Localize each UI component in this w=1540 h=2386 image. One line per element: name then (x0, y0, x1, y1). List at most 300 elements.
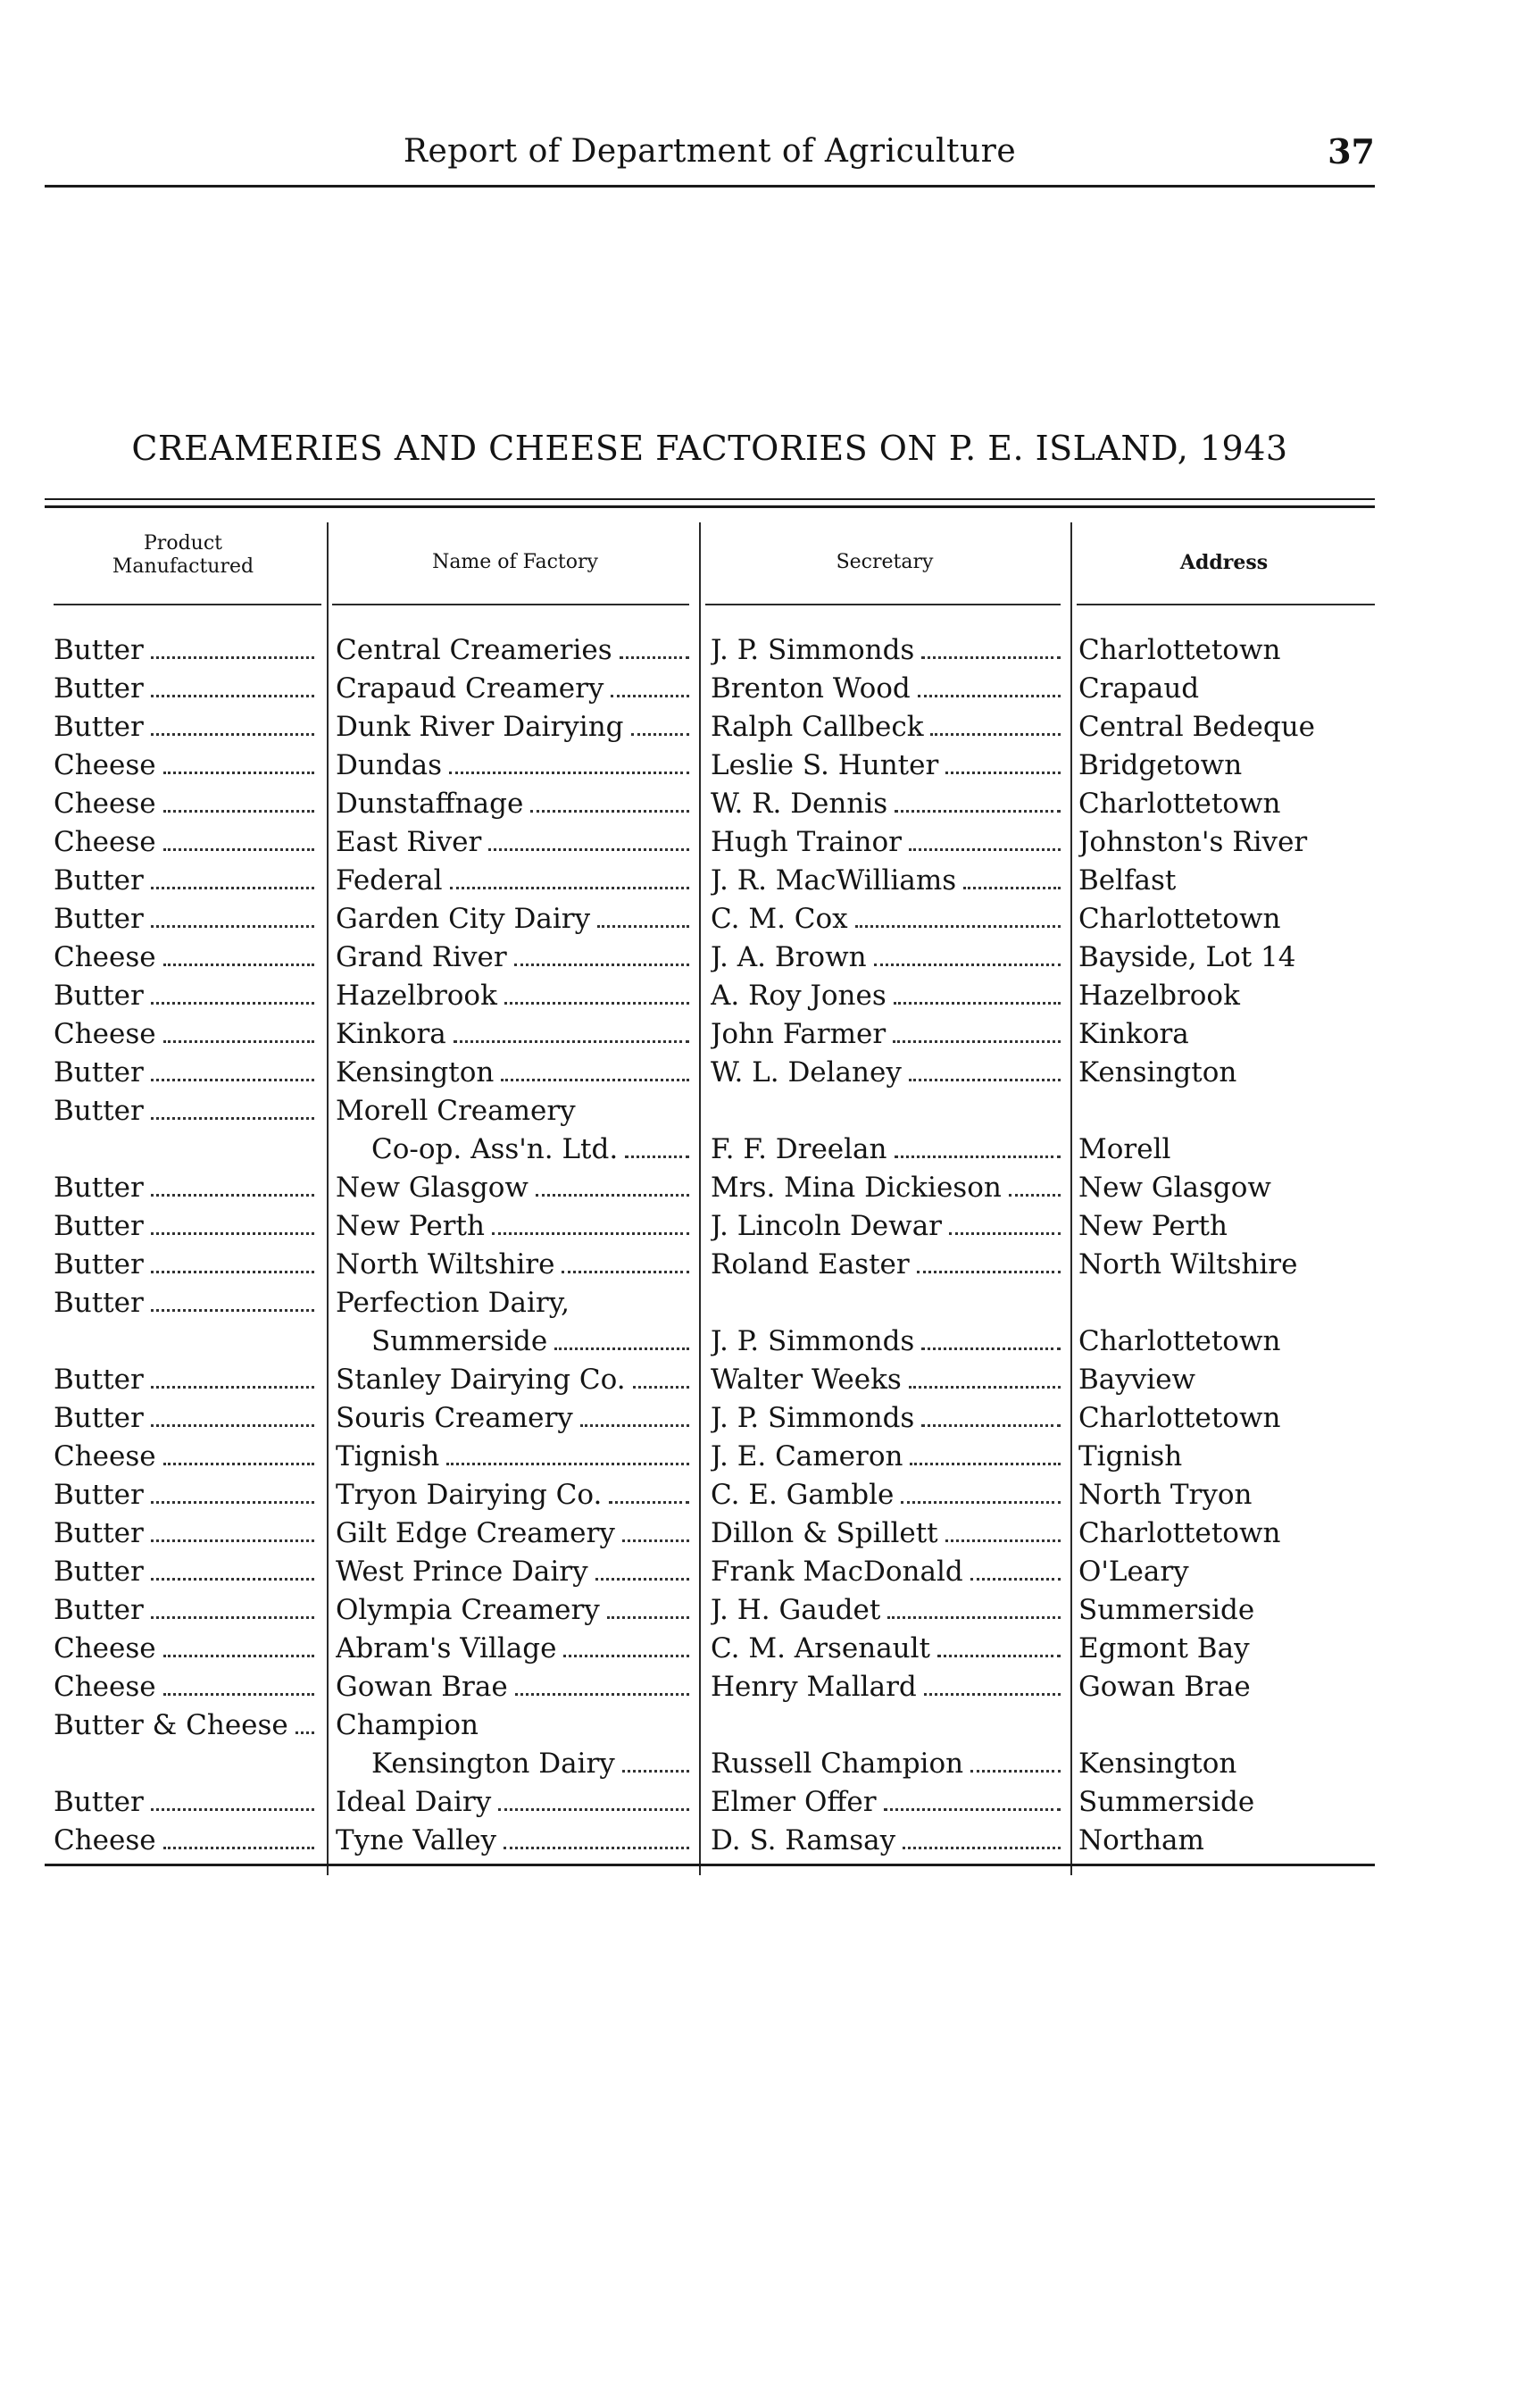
factory-text: Abram's Village (336, 1632, 557, 1664)
dot-leader (887, 1616, 1061, 1619)
cell-product (54, 1361, 320, 1398)
dot-leader (454, 1040, 689, 1043)
factory-text: Hazelbrook (336, 980, 497, 1012)
cell-factory (336, 1591, 695, 1629)
secretary-text: Henry Mallard (711, 1671, 917, 1703)
product-text: Butter (54, 1479, 144, 1511)
dot-leader (151, 1808, 314, 1811)
cell-address (1078, 862, 1375, 899)
secretary-text: J. H. Gaudet (711, 1594, 881, 1626)
address-text: Bridgetown (1078, 749, 1243, 781)
cell-factory (336, 1438, 695, 1475)
cell-factory (336, 1706, 695, 1744)
secretary-text: J. P. Simmonds (711, 1402, 915, 1434)
address-text: Charlottetown (1078, 1402, 1281, 1434)
dot-leader (151, 1079, 314, 1081)
dot-leader (562, 1271, 689, 1273)
product-text: Cheese (54, 1440, 156, 1472)
dot-leader (514, 964, 689, 966)
product-text: Butter (54, 672, 144, 705)
factory-continued-text: Summerside (371, 1325, 548, 1357)
running-head (45, 129, 1375, 183)
cell-secretary (711, 1399, 1066, 1437)
factory-text: Tyne Valley (336, 1824, 497, 1856)
cell-factory (336, 1783, 695, 1821)
dot-leader (504, 1847, 689, 1849)
dot-leader (151, 1194, 314, 1197)
factory-text: West Prince Dairy (336, 1556, 588, 1588)
secretary-text: J. R. MacWilliams (711, 864, 957, 897)
cell-secretary (711, 862, 1066, 899)
cell-secretary (711, 1169, 1066, 1206)
cell-factory (336, 1668, 695, 1706)
address-text: Charlottetown (1078, 903, 1281, 935)
address-text: Egmont Bay (1078, 1632, 1250, 1664)
cell-secretary (711, 785, 1066, 822)
cell-product (54, 900, 320, 938)
cell-address (1078, 1514, 1375, 1552)
address-text: Charlottetown (1078, 1325, 1281, 1357)
header-underline-factory (332, 604, 689, 605)
dot-leader (151, 1616, 314, 1619)
cell-secretary (711, 1822, 1066, 1859)
product-text: Cheese (54, 826, 156, 858)
secretary-text: W. R. Dennis (711, 788, 888, 820)
factory-text: Souris Creamery (336, 1402, 573, 1434)
cell-factory (336, 939, 695, 976)
cell-address (1078, 1169, 1375, 1206)
cell-secretary (711, 1361, 1066, 1398)
running-title: Report of Department of Agriculture (403, 133, 1017, 170)
dot-leader (163, 1693, 314, 1696)
dot-leader (921, 1347, 1061, 1350)
cell-factory (336, 1015, 695, 1053)
address-text: Northam (1078, 1824, 1204, 1856)
factory-text: Ideal Dairy (336, 1786, 492, 1818)
product-text: Butter (54, 1402, 144, 1434)
address-text: Charlottetown (1078, 1517, 1281, 1549)
cell-address (1078, 1361, 1375, 1398)
dot-leader (949, 1232, 1061, 1235)
product-text: Cheese (54, 1824, 156, 1856)
cell-product (54, 1284, 320, 1322)
header-product-line1: Product (144, 532, 222, 555)
cell-address (1078, 708, 1375, 746)
dot-leader (498, 1808, 689, 1811)
cell-factory (336, 1169, 695, 1206)
cell-address (1078, 1783, 1375, 1821)
address-text: Charlottetown (1078, 788, 1281, 820)
cell-factory (336, 1207, 695, 1245)
dot-leader (296, 1731, 314, 1734)
secretary-text: Walter Weeks (711, 1364, 902, 1396)
cell-address (1078, 1207, 1375, 1245)
dot-leader (163, 848, 314, 851)
product-text: Butter (54, 1786, 144, 1818)
factory-text: Crapaud Creamery (336, 672, 604, 705)
cell-product (54, 708, 320, 746)
cell-address (1078, 1553, 1375, 1590)
product-text: Butter (54, 980, 144, 1012)
cell-secretary (711, 1514, 1066, 1552)
cell-address (1078, 1591, 1375, 1629)
cell-secretary (711, 747, 1066, 784)
address-text: Central Bedeque (1078, 711, 1316, 743)
dot-leader (163, 772, 314, 774)
address-text: Belfast (1078, 864, 1177, 897)
cell-secretary (711, 631, 1066, 669)
cell-secretary (711, 708, 1066, 746)
dot-leader (163, 1463, 314, 1465)
address-text: Summerside (1078, 1594, 1255, 1626)
product-text: Cheese (54, 788, 156, 820)
dot-leader (151, 887, 314, 889)
factory-text: Morell Creamery (336, 1095, 576, 1127)
page-title: CREAMERIES AND CHEESE FACTORIES ON P. E. ISLAND, 1943 (131, 429, 1288, 468)
factory-text: New Glasgow (336, 1172, 529, 1204)
secretary-text: Brenton Wood (711, 672, 911, 705)
column-divider-3 (1070, 522, 1072, 1875)
cell-address (1078, 1822, 1375, 1859)
dot-leader (917, 1271, 1061, 1273)
address-text: Hazelbrook (1078, 980, 1240, 1012)
address-text: O'Leary (1078, 1556, 1189, 1588)
cell-factory (336, 823, 695, 861)
secretary-text: W. L. Delaney (711, 1056, 902, 1089)
secretary-text: J. E. Cameron (711, 1440, 903, 1472)
dot-leader (597, 925, 689, 928)
cell-factory (336, 1476, 695, 1514)
dot-leader (622, 1770, 689, 1773)
product-text: Butter (54, 1248, 144, 1281)
dot-leader (151, 1309, 314, 1312)
cell-secretary (711, 977, 1066, 1014)
cell-factory (336, 1246, 695, 1283)
cell-product (54, 977, 320, 1014)
cell-address (1078, 631, 1375, 669)
address-text: Crapaud (1078, 672, 1200, 705)
cell-secretary (711, 1322, 1066, 1360)
cell-product (54, 1092, 320, 1130)
dot-leader (151, 695, 314, 697)
secretary-text: J. P. Simmonds (711, 1325, 915, 1357)
dot-leader (151, 1578, 314, 1581)
product-text: Butter (54, 1210, 144, 1242)
dot-leader (1009, 1194, 1061, 1197)
cell-secretary (711, 1591, 1066, 1629)
cell-address (1078, 785, 1375, 822)
cell-secretary (711, 900, 1066, 938)
cell-secretary (711, 1630, 1066, 1667)
address-text: New Glasgow (1078, 1172, 1271, 1204)
cell-address (1078, 939, 1375, 976)
dot-leader (884, 1808, 1061, 1811)
address-text: Bayside, Lot 14 (1078, 941, 1296, 973)
column-divider-1 (327, 522, 329, 1875)
dot-leader (945, 772, 1061, 774)
dot-leader (151, 1386, 314, 1389)
product-text: Cheese (54, 1632, 156, 1664)
product-text: Butter (54, 1556, 144, 1588)
dot-leader (151, 656, 314, 659)
cell-address (1078, 823, 1375, 861)
cell-factory-continued (371, 1745, 695, 1782)
dot-leader (607, 1616, 689, 1619)
dot-leader (151, 1232, 314, 1235)
factory-text: Dunstaffnage (336, 788, 524, 820)
product-text: Butter (54, 864, 144, 897)
address-text: Kensington (1078, 1748, 1237, 1780)
dot-leader (631, 733, 689, 736)
factory-text: Olympia Creamery (336, 1594, 600, 1626)
cell-factory (336, 785, 695, 822)
cell-address (1078, 977, 1375, 1014)
cell-factory (336, 708, 695, 746)
address-text: Kinkora (1078, 1018, 1189, 1050)
dot-leader (163, 964, 314, 966)
cell-product (54, 1591, 320, 1629)
cell-factory (336, 1284, 695, 1322)
table-bottom-rule (45, 1864, 1375, 1866)
cell-factory (336, 747, 695, 784)
cell-factory (336, 862, 695, 899)
header-underline-address (1077, 604, 1375, 605)
cell-secretary (711, 670, 1066, 707)
factory-text: North Wiltshire (336, 1248, 555, 1281)
dot-leader (963, 887, 1061, 889)
dot-leader (488, 848, 689, 851)
dot-leader (910, 1463, 1061, 1465)
cell-address (1078, 670, 1375, 707)
dot-leader (620, 656, 689, 659)
cell-product (54, 1054, 320, 1091)
cell-factory-continued (371, 1130, 695, 1168)
cell-product (54, 1246, 320, 1283)
secretary-text: Elmer Offer (711, 1786, 877, 1818)
dot-leader (909, 1386, 1061, 1389)
address-text: Morell (1078, 1133, 1171, 1165)
cell-secretary (711, 1246, 1066, 1283)
cell-factory (336, 1054, 695, 1091)
product-text: Butter (54, 1172, 144, 1204)
cell-secretary (711, 1054, 1066, 1091)
dot-leader (894, 1002, 1061, 1005)
dot-leader (924, 1693, 1061, 1696)
cell-product (54, 823, 320, 861)
cell-address (1078, 1630, 1375, 1667)
factory-text: Gowan Brae (336, 1671, 508, 1703)
table-top-rule-1 (45, 498, 1375, 500)
cell-address (1078, 1668, 1375, 1706)
dot-leader (580, 1424, 689, 1427)
address-text: Charlottetown (1078, 634, 1281, 666)
product-text: Cheese (54, 749, 156, 781)
product-text: Cheese (54, 1018, 156, 1050)
cell-product (54, 1630, 320, 1667)
factory-text: Tryon Dairying Co. (336, 1479, 603, 1511)
dot-leader (163, 1655, 314, 1657)
factory-text: New Perth (336, 1210, 485, 1242)
cell-product (54, 1668, 320, 1706)
factory-continued-text: Co-op. Ass'n. Ltd. (371, 1133, 619, 1165)
product-text: Butter (54, 1056, 144, 1089)
cell-factory (336, 977, 695, 1014)
cell-product (54, 1438, 320, 1475)
secretary-text: D. S. Ramsay (711, 1824, 896, 1856)
cell-product (54, 1476, 320, 1514)
cell-product (54, 1015, 320, 1053)
factory-text: Garden City Dairy (336, 903, 591, 935)
secretary-text: Mrs. Mina Dickieson (711, 1172, 1002, 1204)
factory-text: Gilt Edge Creamery (336, 1517, 615, 1549)
cell-product (54, 1553, 320, 1590)
cell-secretary (711, 1476, 1066, 1514)
product-text: Butter (54, 903, 144, 935)
secretary-text: Russell Champion (711, 1748, 964, 1780)
cell-factory (336, 1630, 695, 1667)
factory-text: Stanley Dairying Co. (336, 1364, 626, 1396)
dot-leader (633, 1386, 689, 1389)
header-factory: Name of Factory (432, 551, 598, 573)
dot-leader (151, 1539, 314, 1542)
cell-address (1078, 1438, 1375, 1475)
cell-address (1078, 1476, 1375, 1514)
cell-product (54, 1399, 320, 1437)
dot-leader (492, 1232, 689, 1235)
column-divider-2 (699, 522, 701, 1875)
cell-factory (336, 1553, 695, 1590)
dot-leader (625, 1155, 689, 1158)
factory-text: Tignish (336, 1440, 440, 1472)
cell-factory (336, 1514, 695, 1552)
cell-address (1078, 747, 1375, 784)
dot-leader (970, 1770, 1061, 1773)
product-text: Butter (54, 711, 144, 743)
secretary-text: F. F. Dreelan (711, 1133, 887, 1165)
cell-product (54, 1783, 320, 1821)
dot-leader (893, 1040, 1061, 1043)
dot-leader (921, 656, 1061, 659)
address-text: North Wiltshire (1078, 1248, 1298, 1281)
dot-leader (903, 1847, 1061, 1849)
secretary-text: J. Lincoln Dewar (711, 1210, 942, 1242)
cell-secretary (711, 1015, 1066, 1053)
cell-factory (336, 900, 695, 938)
dot-leader (530, 810, 689, 813)
cell-product (54, 1514, 320, 1552)
cell-factory (336, 1822, 695, 1859)
dot-leader (151, 925, 314, 928)
dot-leader (563, 1655, 689, 1657)
dot-leader (151, 1117, 314, 1120)
dot-leader (970, 1578, 1061, 1581)
cell-product (54, 670, 320, 707)
dot-leader (504, 1002, 689, 1005)
page-number: 37 (1328, 131, 1375, 171)
address-text: New Perth (1078, 1210, 1228, 1242)
cell-product (54, 631, 320, 669)
factory-text: Dunk River Dairying (336, 711, 624, 743)
cell-product (54, 1706, 320, 1744)
cell-address (1078, 1246, 1375, 1283)
dot-leader (151, 1271, 314, 1273)
cell-product (54, 747, 320, 784)
product-text: Butter (54, 634, 144, 666)
secretary-text: Ralph Callbeck (711, 711, 924, 743)
dot-leader (515, 1693, 689, 1696)
product-text: Butter (54, 1095, 144, 1127)
secretary-text: Roland Easter (711, 1248, 910, 1281)
product-text: Butter & Cheese (54, 1709, 288, 1741)
cell-factory (336, 1092, 695, 1130)
cell-secretary (711, 1783, 1066, 1821)
cell-address (1078, 900, 1375, 938)
table-top-rule-2 (45, 505, 1375, 508)
dot-leader (450, 887, 689, 889)
dot-leader (151, 733, 314, 736)
secretary-text: Leslie S. Hunter (711, 749, 939, 781)
secretary-text: J. P. Simmonds (711, 634, 915, 666)
product-text: Butter (54, 1517, 144, 1549)
cell-factory (336, 1361, 695, 1398)
address-text: Tignish (1078, 1440, 1183, 1472)
dot-leader (918, 695, 1061, 697)
dot-leader (449, 772, 689, 774)
address-text: Bayview (1078, 1364, 1196, 1396)
cell-secretary (711, 1668, 1066, 1706)
dot-leader (151, 1501, 314, 1504)
dot-leader (895, 810, 1061, 813)
address-text: North Tryon (1078, 1479, 1253, 1511)
dot-leader (536, 1194, 689, 1197)
dot-leader (930, 733, 1061, 736)
cell-secretary (711, 1438, 1066, 1475)
dot-leader (151, 1424, 314, 1427)
header-underline-product (54, 604, 321, 605)
dot-leader (554, 1347, 689, 1350)
secretary-text: A. Roy Jones (711, 980, 887, 1012)
header-secretary: Secretary (836, 551, 934, 573)
factory-text: Central Creameries (336, 634, 612, 666)
dot-leader (855, 925, 1061, 928)
cell-factory (336, 631, 695, 669)
factory-text: Champion (336, 1709, 479, 1741)
dot-leader (901, 1501, 1061, 1504)
address-text: Johnston's River (1078, 826, 1308, 858)
header-address: Address (1179, 551, 1269, 574)
secretary-text: John Farmer (711, 1018, 887, 1050)
product-text: Butter (54, 1594, 144, 1626)
dot-leader (909, 848, 1061, 851)
cell-secretary (711, 1207, 1066, 1245)
dot-leader (622, 1539, 689, 1542)
dot-leader (163, 1040, 314, 1043)
cell-product (54, 1822, 320, 1859)
header-product-line2: Manufactured (112, 555, 254, 578)
secretary-text: Frank MacDonald (711, 1556, 963, 1588)
dot-leader (921, 1424, 1061, 1427)
factory-text: East River (336, 826, 482, 858)
factory-text: Grand River (336, 941, 507, 973)
dot-leader (874, 964, 1061, 966)
cell-product (54, 939, 320, 976)
cell-address (1078, 1054, 1375, 1091)
factory-text: Federal (336, 864, 443, 897)
address-text: Kensington (1078, 1056, 1237, 1089)
secretary-text: J. A. Brown (711, 941, 867, 973)
dot-leader (151, 1002, 314, 1005)
cell-product (54, 862, 320, 899)
